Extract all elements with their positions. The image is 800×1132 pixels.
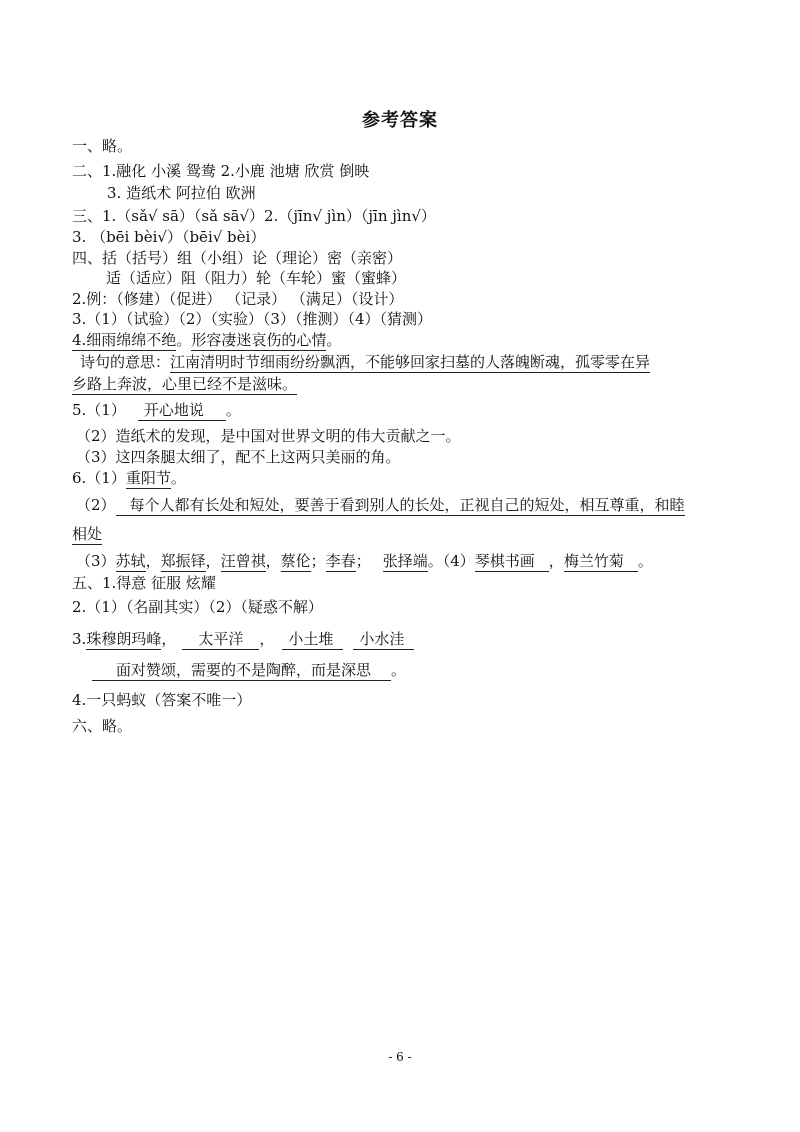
answer-name: 蔡伦 — [280, 552, 311, 570]
page-title: 参考答案 — [362, 110, 438, 131]
section-1: 一、略。 — [72, 137, 133, 155]
question-5-3: （3）这四条腿太细了，配不上这两只美丽的角。 — [76, 448, 401, 466]
section-5-line-4 — [92, 660, 406, 680]
separator: ， — [548, 552, 564, 570]
underlined-answer: 重阳节 — [125, 469, 171, 487]
section-2-line-2: 3. 造纸术 阿拉伯 欧洲 — [107, 184, 256, 202]
separator: ； — [310, 552, 326, 570]
section-5-line-2: 2.（1）（名副其实）（2）（疑惑不解） — [72, 598, 323, 616]
answer-name: 苏轼 — [115, 552, 146, 570]
section-5-line-3 — [72, 629, 414, 649]
section-3-line-1: 三、1.（sǎ√ sā）（sǎ sā√）2.（jīn√ jìn）（jīn jìn√） — [72, 207, 436, 225]
question-5-2: （2）造纸术的发现，是中国对世界文明的伟大贡献之一。 — [76, 427, 461, 445]
underlined-answer: 相处 — [72, 525, 103, 543]
answer-name: 郑振铎 — [160, 552, 206, 570]
punctuation: 。 — [637, 552, 653, 570]
underlined-answer: 形容凄迷哀伤的心情 — [191, 331, 327, 349]
question-6-2-line-2 — [72, 524, 102, 544]
question-label: （2） — [76, 496, 116, 514]
separator: ， — [161, 630, 177, 648]
separator: 。 — [427, 552, 443, 570]
underlined-answer: 乡路上奔波，心里已经不是滋味。 — [72, 375, 298, 393]
question-label: （3） — [76, 552, 116, 570]
section-3-line-2: 3. （bēi bèi√）（bēi√ bèi） — [72, 228, 266, 246]
answer-name: 张择端 — [382, 552, 428, 570]
poem-meaning-line-2 — [72, 374, 297, 394]
punctuation: 。 — [176, 331, 192, 349]
question-label: （4） — [442, 552, 475, 570]
punctuation: 。 — [225, 401, 241, 419]
question-6-1 — [72, 468, 186, 488]
underlined-answer: 小土堆 — [282, 630, 343, 650]
punctuation: 。 — [326, 331, 342, 349]
underlined-answer: 4.细雨绵绵不绝 — [72, 331, 177, 349]
punctuation: 。 — [170, 469, 186, 487]
question-label: 6.（1） — [72, 469, 126, 487]
underlined-answer: 琴棋书画 — [475, 552, 549, 572]
section-5-item-4: 4.一只蚂蚁（答案不唯一） — [72, 691, 252, 709]
question-6-2-line-1 — [76, 495, 685, 515]
section-2-line-1: 二、1.融化 小溪 鸳鸯 2.小鹿 池塘 欣赏 倒映 — [72, 162, 370, 180]
answer-name: 李春 — [325, 552, 356, 570]
underlined-answer: 小水洼 — [353, 630, 414, 650]
separator: ， — [265, 552, 281, 570]
underlined-answer: 面对赞颂，需要的不是陶醉，而是深思 — [92, 661, 391, 681]
underlined-answer: 太平洋 — [182, 630, 259, 650]
poem-meaning-label: 诗句的意思： — [80, 353, 171, 371]
separator: ； — [355, 552, 371, 570]
underlined-answer: 开心地说 — [138, 401, 226, 421]
poem-meaning-line-1 — [80, 352, 650, 372]
question-label: 5.（1） — [72, 401, 126, 419]
underlined-answer: 珠穆朗玛峰 — [86, 630, 162, 648]
section-4-line-2: 适（适应）阻（阻力）轮（车轮）蜜（蜜蜂） — [106, 269, 407, 287]
question-6-3-4 — [76, 551, 653, 571]
section-4-item-4 — [72, 330, 341, 350]
separator: ， — [145, 552, 161, 570]
separator: ， — [205, 552, 221, 570]
underlined-answer: 江南清明时节细雨纷纷飘洒，不能够回家扫墓的人落魄断魂，孤零零在异 — [170, 353, 651, 371]
question-label: 3. — [72, 630, 87, 648]
punctuation: 。 — [391, 661, 407, 679]
answer-name: 汪曾祺 — [220, 552, 266, 570]
separator: ， — [259, 630, 275, 648]
underlined-answer: 每个人都有长处和短处，要善于看到别人的长处，正视自己的短处，相互尊重，和睦 — [116, 496, 685, 516]
section-5-line-1: 五、1.得意 征服 炫耀 — [72, 574, 216, 592]
section-4-line-1: 四、括（括号）组（小组）论（理论）密（亲密） — [72, 249, 403, 267]
section-4-item-3: 3.（1）（试验）（2）（实验）（3）（推测）（4）（猜测） — [72, 310, 432, 328]
section-6: 六、略。 — [72, 717, 133, 735]
section-4-item-2: 2.例：（修建）（促进） （记录） （满足）（设计） — [72, 290, 404, 308]
question-5-1 — [72, 400, 241, 420]
page-number: - 6 - — [388, 1050, 412, 1064]
underlined-answer: 梅兰竹菊 — [564, 552, 638, 572]
